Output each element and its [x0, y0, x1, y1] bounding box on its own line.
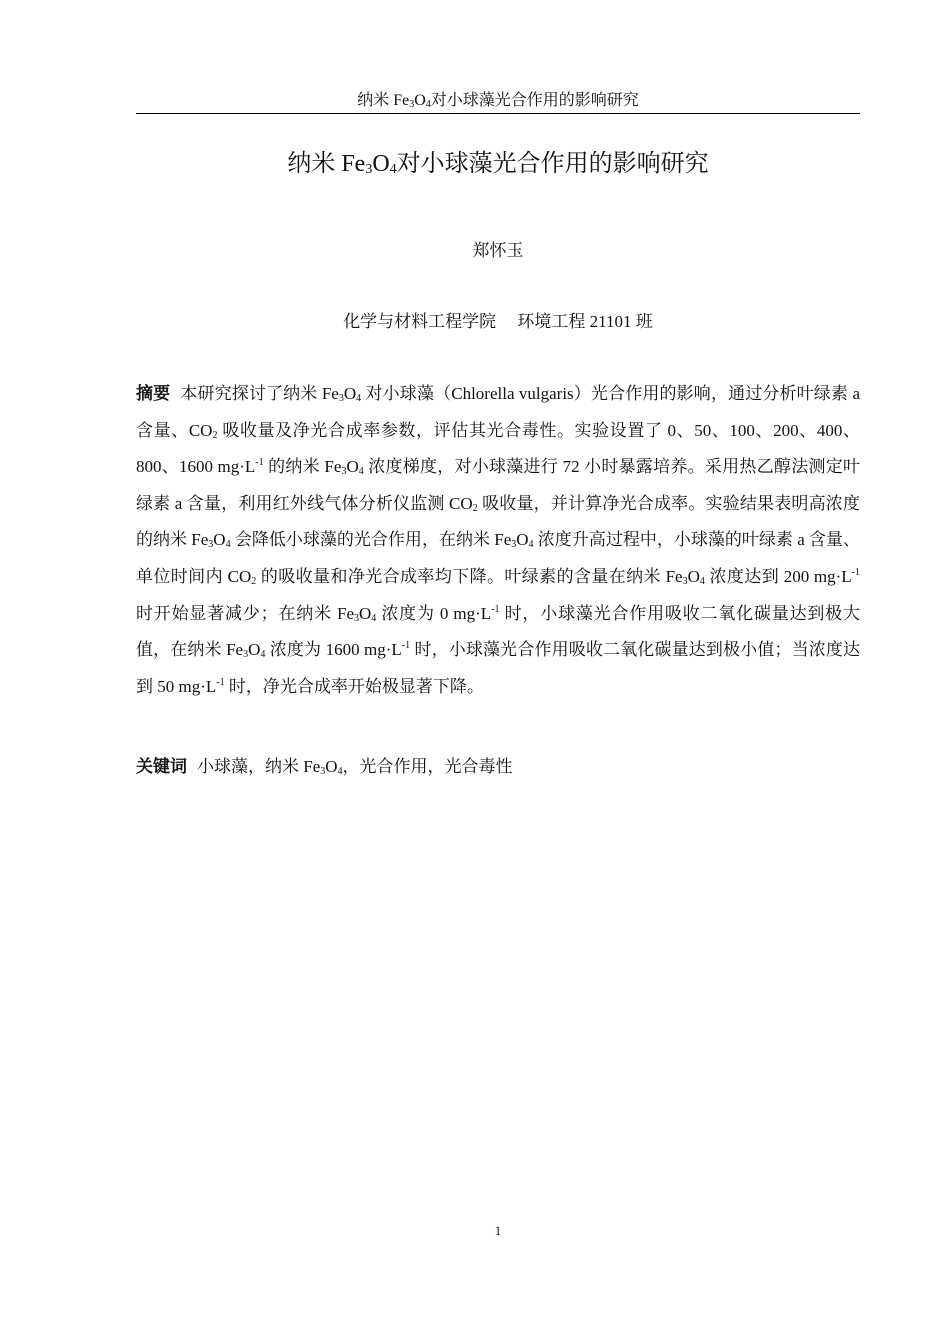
subscript: 3	[511, 539, 517, 551]
subscript: 2	[251, 575, 257, 587]
author-affiliation: 化学与材料工程学院 环境工程 21101 班	[343, 312, 653, 331]
abstract-text: O	[516, 530, 529, 550]
running-header-text: 对小球藻光合作用的影响研究	[430, 92, 639, 109]
superscript: -1	[255, 457, 264, 469]
subscript: 3	[338, 393, 344, 404]
subscript: 4	[358, 466, 364, 478]
running-header	[136, 90, 860, 112]
superscript: -1	[216, 676, 225, 688]
subscript: 3	[243, 649, 249, 661]
subscript: 4	[356, 393, 362, 404]
keywords-text: O	[325, 757, 338, 776]
keywords-text: ，光合作用，光合毒性	[342, 757, 513, 776]
subscript: 4	[389, 162, 397, 177]
subscript: 3	[341, 466, 347, 478]
subscript: 3	[365, 162, 373, 177]
keywords-line	[136, 749, 860, 785]
abstract-text: 浓度为 1600 mg·L	[265, 640, 402, 660]
superscript: -1	[851, 566, 860, 578]
abstract-paragraph	[136, 376, 860, 705]
subscript: 3	[354, 612, 359, 624]
title-text: 纳米	[287, 149, 336, 177]
subscript: 2	[472, 502, 478, 514]
abstract-text: 浓度梯度，对小球藻进行 72 小时暴露培养。采用热乙醇法测定叶绿素 a 含量，利用红外线气体分析仪监测 CO	[136, 457, 860, 513]
abstract-text: 时，净光合成率开始极显著下降。	[224, 676, 484, 696]
abstract-text: 时，小球藻光合作用吸收二氧化碳量达到极大值，在纳米 Fe	[136, 603, 860, 660]
subscript: 3	[409, 99, 415, 110]
title-text: 对小球藻光合作用的影响研究	[396, 149, 709, 177]
abstract-text: 浓度为 0 mg·L	[376, 603, 492, 623]
page-number: 1	[494, 1223, 502, 1238]
abstract-text: 浓度达到 200 mg·L	[704, 566, 852, 586]
subscript: 4	[225, 539, 231, 551]
title-text: O	[372, 151, 390, 177]
abstract-text: 的吸收量和净光合成率均下降。叶绿素的含量在纳米 Fe	[256, 566, 683, 586]
subscript: 4	[699, 575, 705, 587]
keywords-label: 关键词	[136, 757, 187, 777]
author-name: 郑怀玉	[472, 241, 524, 260]
abstract-text: 时，小球藻光合作用吸收二氧化碳量达到极小值；当浓度达到 50 mg·L	[136, 640, 860, 696]
running-header-text: 纳米 Fe	[357, 92, 410, 109]
abstract-text: 吸收量及净光合成率参数，评估其光合毒性。实验设置了 0、50、100、200、400、800、1600 mg·L	[136, 420, 860, 477]
abstract-text: O	[346, 457, 359, 477]
abstract-text: O	[343, 384, 357, 403]
running-header-text: O	[414, 92, 426, 109]
superscript: -1	[491, 603, 500, 615]
subscript: 4	[371, 612, 377, 624]
paper-title	[136, 146, 860, 181]
abstract-label: 摘要	[136, 384, 171, 404]
abstract-text: 时开始显著减少；在纳米 Fe	[136, 603, 354, 623]
abstract-text: O	[213, 530, 226, 550]
subscript: 2	[212, 429, 218, 441]
abstract-text: 会降低小球藻的光合作用，在纳米 Fe	[230, 530, 512, 550]
superscript: -1	[401, 640, 411, 652]
subscript: 4	[337, 766, 343, 777]
abstract-text: 本研究探讨了纳米 Fe	[180, 384, 339, 403]
abstract-text: O	[248, 640, 261, 660]
abstract-text: 浓度升高过程中，小球藻的叶绿素 a 含量、单位时间内 CO	[136, 530, 861, 586]
subscript: 4	[528, 539, 534, 551]
subscript: 3	[682, 575, 688, 587]
abstract-text: 吸收量，并计算净光合成率。实验结果表明高浓度的纳米 Fe	[136, 493, 860, 550]
keywords-text: 小球藻，纳米 Fe	[197, 757, 321, 776]
header-divider	[136, 113, 860, 114]
subscript: 4	[425, 99, 431, 110]
abstract-text: 对小球藻（Chlorella vulgaris）光合作用的影响，通过分析叶绿素 a 含量、CO	[136, 384, 861, 440]
title-text: Fe	[335, 151, 366, 177]
subscript: 4	[260, 649, 266, 661]
subscript: 3	[320, 766, 326, 777]
abstract-text: 的纳米 Fe	[263, 457, 342, 477]
abstract-text: O	[687, 566, 700, 586]
subscript: 3	[208, 539, 214, 551]
abstract-text: O	[359, 603, 372, 623]
